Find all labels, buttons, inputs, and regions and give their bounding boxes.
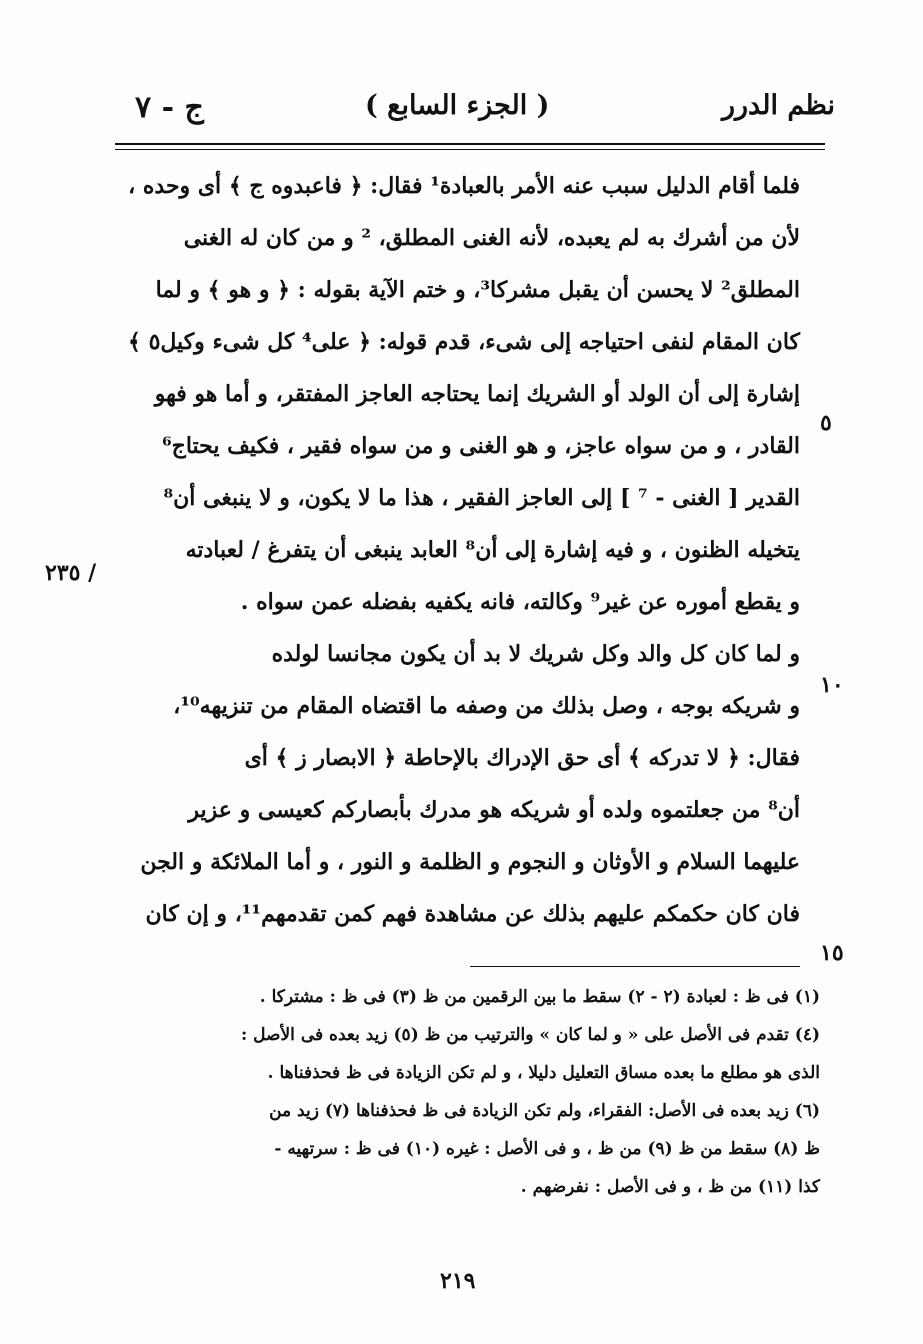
- footnote-line: (٦) زيد بعده فى الأصل: الفقراء، ولم تكن الزيادة فى ظ فحذفناها (٧) زيد من: [269, 1101, 820, 1121]
- text-line: فان كان حكمكم عليهم بذلك عن مشاهدة فهم كمن تقدمهم¹¹، و إن كان: [145, 901, 800, 927]
- line-number-10: ١٠: [820, 672, 844, 698]
- volume-label: ج - ٧: [135, 90, 204, 125]
- footnote-line: (١) فى ظ : لعبادة (٢ - ٢) سقط ما بين الرقمين من ظ (٣) فى ظ : مشتركا .: [259, 987, 820, 1007]
- text-line: أن⁸ من جعلتموه ولده أو شريكه هو مدرك بأبصاركم كعيسى و عزير: [188, 797, 800, 823]
- header-rule-thin: [115, 149, 825, 150]
- book-title: نظم الدرر: [721, 90, 835, 121]
- text-line: فلما أقام الدليل سبب عنه الأمر بالعبادة¹ فقال: ﴿ فاعبدوه ج ﴾ أى وحده ،: [128, 173, 800, 199]
- footnotes: [160, 978, 820, 1206]
- text-line: عليهما السلام و الأوثان و النجوم و الظلمة و النور ، و أما الملائكة و الجن: [140, 849, 800, 875]
- text-line: و يقطع أموره عن غير⁹ وكالته، فانه يكفيه بفضله عمن سواه .: [240, 589, 800, 615]
- footnote-rule: [470, 966, 800, 967]
- text-line: فقال: ﴿ لا تدركه ﴾ أى حق الإدراك بالإحاطة ﴿ الابصار ز ﴾ أى: [244, 745, 800, 771]
- part-label: ( الجزء السابع ): [365, 90, 550, 121]
- text-line: المطلق² لا يحسن أن يقبل مشركا³، و ختم الآية بقوله : ﴿ و هو ﴾ و لما: [155, 277, 800, 303]
- text-line: يتخيله الظنون ، و فيه إشارة إلى أن⁸ العابد ينبغى أن يتفرغ / لعبادته: [185, 537, 800, 563]
- footnote-line: كذا (١١) من ظ ، و فى الأصل : نفرضهم .: [520, 1177, 820, 1197]
- text-line: إشارة إلى أن الولد أو الشريك إنما يحتاجه العاجز المفتقر، و أما هو فهو: [154, 381, 800, 407]
- manuscript-folio-marker: / ٢٣٥: [45, 560, 97, 586]
- text-line: و شريكه بوجه ، وصل بذلك من وصفه ما اقتضاه المقام من تنزيهه¹⁰،: [173, 693, 800, 719]
- text-line: و لما كان كل والد وكل شريك لا بد أن يكون مجانسا لولده: [271, 641, 800, 667]
- footnote-line: (٤) تقدم فى الأصل على « و لما كان » والترتيب من ظ (٥) زيد بعده فى الأصل :: [240, 1025, 820, 1045]
- text-line: القادر ، و من سواه عاجز، و هو الغنى و من سواه فقير ، فكيف يحتاج⁶: [161, 433, 800, 459]
- text-line: كان المقام لنفى احتياجه إلى شىء، قدم قوله: ﴿ على⁴ كل شىء وكيل٥ ﴾: [128, 329, 800, 355]
- text-line: لأن من أشرك به لم يعبده، لأنه الغنى المطلق، ² و من كان له الغنى: [183, 225, 800, 251]
- header-rule-thick: [115, 143, 825, 145]
- running-header: [115, 86, 835, 136]
- main-text: [128, 160, 800, 940]
- line-number-5: ٥: [820, 410, 832, 436]
- text-line: القدير [ الغنى - ⁷ ] إلى العاجز الفقير ، هذا ما لا يكون، و لا ينبغى أن⁸: [163, 485, 800, 511]
- footnote-line: الذى هو مطلع ما بعده مساق التعليل دليلا ، و لم تكن الزيادة فى ظ فحذفناها .: [267, 1063, 820, 1083]
- page-number: ٢١٩: [440, 1268, 476, 1294]
- line-number-15: ١٥: [820, 940, 844, 966]
- footnote-line: ظ (٨) سقط من ظ (٩) من ظ ، و فى الأصل : غيره (١٠) فى ظ : سرتهيه -: [274, 1139, 820, 1159]
